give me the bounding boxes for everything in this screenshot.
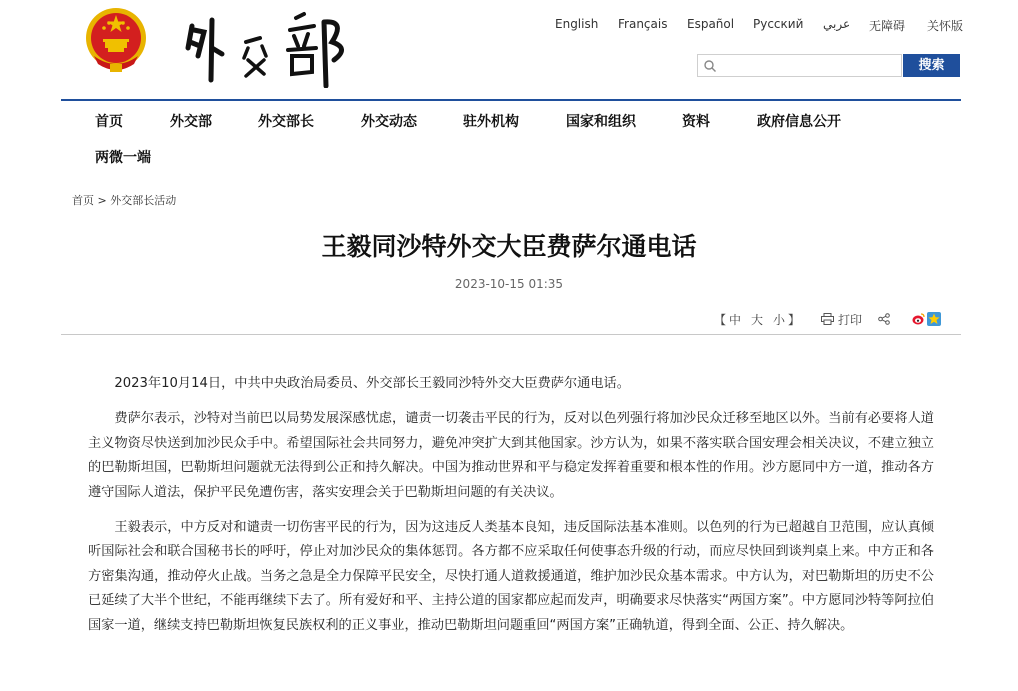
nav-countries-organizations[interactable]: 国家和组织 [566,114,636,130]
elderly-care-link[interactable]: 关怀版 [927,19,964,33]
font-size-bracket-open: 【 [714,313,727,327]
font-size-medium[interactable]: 大 [751,313,764,327]
nav-ministry[interactable]: 外交部 [170,114,212,130]
nav-social-media[interactable]: 两微一端 [95,150,151,166]
search-button[interactable]: 搜索 [903,54,960,77]
nav-missions-overseas[interactable]: 驻外机构 [463,114,519,130]
article-divider [61,334,961,335]
article-date: 2023-10-15 01:35 [454,277,564,291]
search-input[interactable] [720,57,898,74]
article-paragraph: 2023年10月14日，中共中央政治局委员、外交部长王毅同沙特外交大臣费萨尔通电话。 [114,376,630,391]
breadcrumb-current[interactable]: 外交部长活动 [110,194,177,207]
language-bar [540,17,964,35]
nav-home[interactable]: 首页 [95,114,123,130]
lang-french[interactable]: Français [618,17,668,31]
national-emblem-icon [84,6,148,74]
nav-diplomatic-news[interactable]: 外交动态 [361,114,417,130]
calligraphy-title-logo [178,8,358,88]
nav-government-info[interactable]: 政府信息公开 [757,114,841,130]
article-paragraph: 王毅表示，中方反对和谴责一切伤害平民的行为，因为这违反人类基本良知，违反国际法基本准则。以色列的行为已超越自卫范围，应认真倾听国际社会和联合国秘书长的呼吁，停止对加沙民众的集体惩罚。各方都不应采取任何使事态升级的行动，而应尽快回到谈判桌上来。中方正和各方密集沟通，推动停火止战。当务之急是全力保障平民安全，尽快打通人道救援通道，维护加沙民众基本需求。中方认为，对巴勒斯坦的历史不公已延续了大半个世纪，不能再继续下去了。所有爱好和平、主持公道的国家都应起而发声，明确要求尽快落实“两国方案”。中方愿同沙特等阿拉伯国家一道，继续支持巴勒斯坦恢复民族权利的正义事业，推动巴勒斯坦问题重回“两国方案”正确轨道，得到全面、公正、持久解决。 [88,520,934,633]
breadcrumb-home[interactable]: 首页 [72,194,94,207]
print-icon[interactable] [821,313,834,325]
article-paragraph: 费萨尔表示，沙特对当前巴以局势发展深感忧虑，谴责一切袭击平民的行为，反对以色列强行将加沙民众迁移至地区以外。当前有必要将人道主义物资尽快送到加沙民众手中。希望国际社会共同努力，避免冲突扩大到其他国家。沙方认为，如果不落实联合国安理会相关决议，不建立独立的巴勒斯坦国，巴勒斯坦问题就无法得到公正和持久解决。中国为推动世界和平与稳定发挥着重要和根本性的作用。沙方愿同中方一道，推动各方遵守国际人道法，保护平民免遭伤害，落实安理会关于巴勒斯坦问题的有关决议。 [88,411,934,500]
lang-arabic[interactable]: عربي [823,17,851,31]
nav-resources[interactable]: 资料 [682,114,710,130]
search-box [697,54,902,77]
qzone-icon[interactable] [927,312,941,326]
print-link[interactable]: 打印 [838,313,863,327]
article-body [88,372,934,649]
lang-spanish[interactable]: Español [687,17,735,31]
header-divider [61,99,961,101]
font-size-small[interactable]: 小 [773,313,786,327]
font-size-bracket-close: 】 [788,313,801,327]
breadcrumb-separator: > [94,194,111,207]
weibo-icon[interactable] [912,312,925,326]
accessibility-link[interactable]: 无障碍 [869,19,906,33]
breadcrumb [72,192,176,208]
lang-russian[interactable]: Русский [753,17,804,31]
article-title: 王毅同沙特外交大臣费萨尔通电话 [321,232,697,261]
search-icon [703,59,717,73]
lang-english[interactable]: English [555,17,599,31]
share-icon[interactable] [878,313,890,325]
nav-minister[interactable]: 外交部长 [258,114,314,130]
font-size-large[interactable]: 中 [729,313,742,327]
